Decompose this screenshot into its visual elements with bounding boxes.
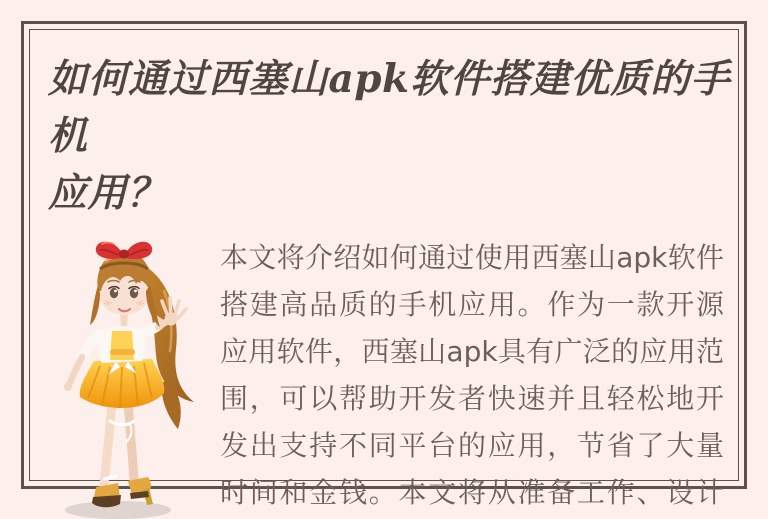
- body-line-5: 发出支持不同平台的应用，节省了大量: [220, 429, 724, 462]
- character-head: [90, 242, 160, 327]
- article-title: [48, 51, 730, 222]
- body-line-1: 本文将介绍如何通过使用西塞山apk软件: [220, 241, 724, 274]
- article-body: [220, 234, 724, 516]
- title-line-1: 如何通过西塞山apk软件搭建优质的手机: [48, 56, 730, 159]
- character-legs: [104, 401, 134, 485]
- outer-frame: [21, 21, 747, 509]
- body-line-2: 搭建高品质的手机应用。作为一款开源: [220, 288, 724, 321]
- body-line-3: 应用软件，西塞山apk具有广泛的应用范: [220, 335, 724, 368]
- body-line-6: 时间和金钱。本文将从准备工作、设计: [220, 476, 724, 509]
- anime-girl-illustration: [30, 231, 220, 519]
- article-content: [30, 231, 738, 519]
- body-line-4: 围，可以帮助开发者快速并且轻松地开: [220, 382, 724, 415]
- character-hair-bow: [96, 242, 152, 259]
- character-skirt: [80, 359, 165, 408]
- title-line-2: 应用？: [48, 170, 167, 216]
- inner-frame: [29, 29, 739, 509]
- anime-girl-svg: [30, 231, 220, 519]
